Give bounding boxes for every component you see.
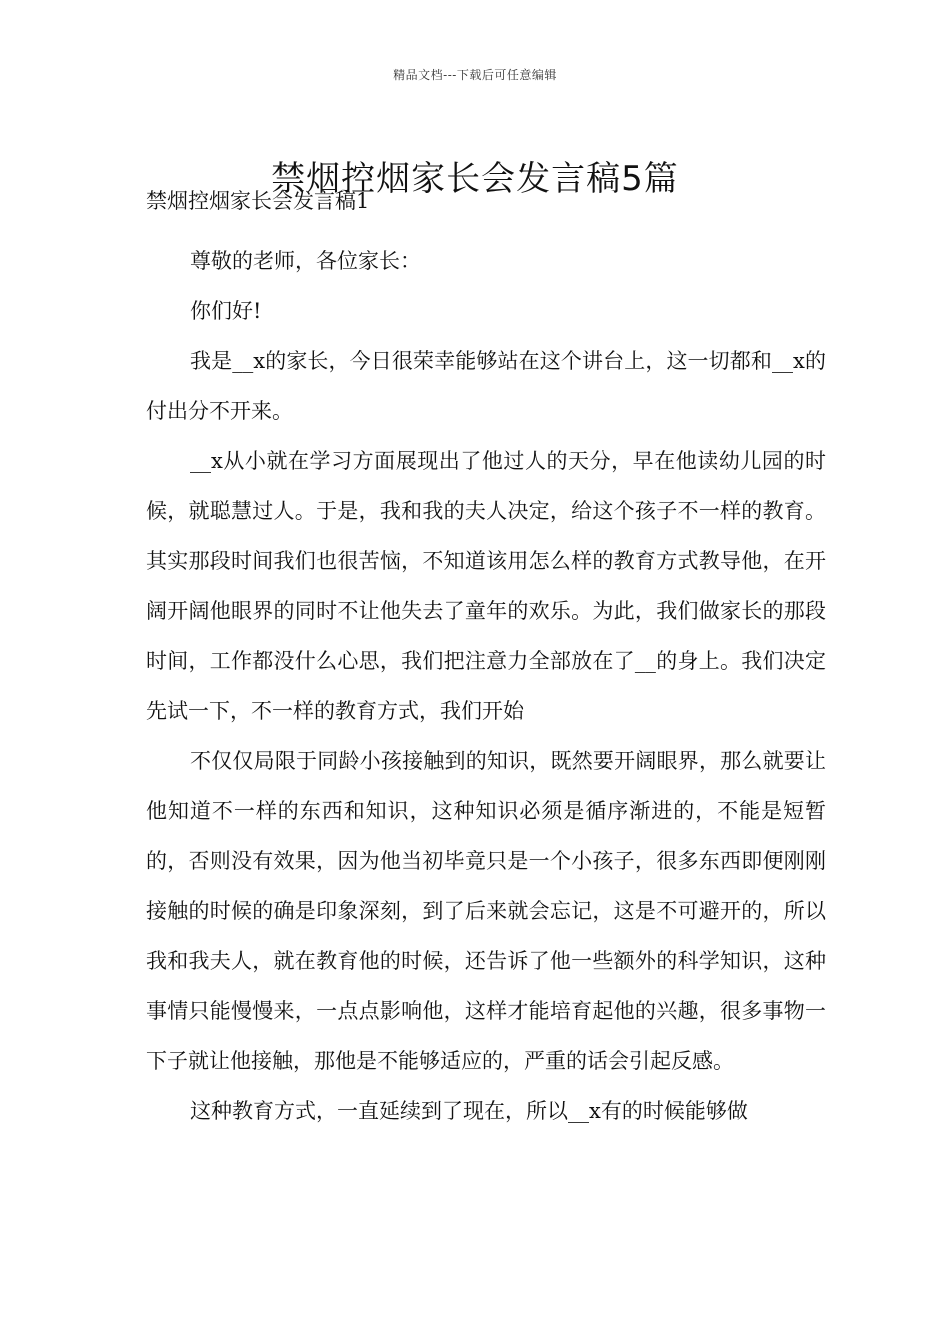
- document-title: 禁烟控烟家长会发言稿5篇: [271, 158, 679, 199]
- body-text: [146, 236, 826, 1136]
- paragraph-hello: 你们好!: [190, 299, 262, 323]
- section-heading: 禁烟控烟家长会发言稿1: [146, 189, 370, 213]
- header-note: 精品文档---下载后可任意编辑: [393, 68, 557, 82]
- paragraph-intro: 我是__x的家长，今日很荣幸能够站在这个讲台上，这一切都和__x的付出分不开来。: [146, 349, 826, 423]
- paragraph-continuation: 这种教育方式，一直延续到了现在，所以__x有的时候能够做: [190, 1099, 748, 1123]
- paragraph-talent: __x从小就在学习方面展现出了他过人的天分，早在他读幼儿园的时候，就聪慧过人。于是，我和我的夫人决定，给这个孩子不一样的教育。其实那段时间我们也很苦恼，不知道该用怎么样的教育方式教导他，在开阔开阔他眼界的同时不让他失去了童年的欢乐。为此，我们做家长的那段时间，工作都没什么心思，我们把注意力全部放在了__的身上。我们决定先试一下，不一样的教育方式，我们开始: [146, 449, 826, 723]
- paragraph-greeting: 尊敬的老师，各位家长：: [190, 249, 421, 273]
- paragraph-method: 不仅仅局限于同龄小孩接触到的知识，既然要开阔眼界，那么就要让他知道不一样的东西和知识，这种知识必须是循序渐进的，不能是短暂的，否则没有效果，因为他当初毕竟只是一个小孩子，很多东西即便刚刚接触的时候的确是印象深刻，到了后来就会忘记，这是不可避开的，所以我和我夫人，就在教育他的时候，还告诉了他一些额外的科学知识，这种事情只能慢慢来，一点点影响他，这样才能培育起他的兴趣，很多事物一下子就让他接触，那他是不能够适应的，严重的话会引起反感。: [146, 749, 826, 1073]
